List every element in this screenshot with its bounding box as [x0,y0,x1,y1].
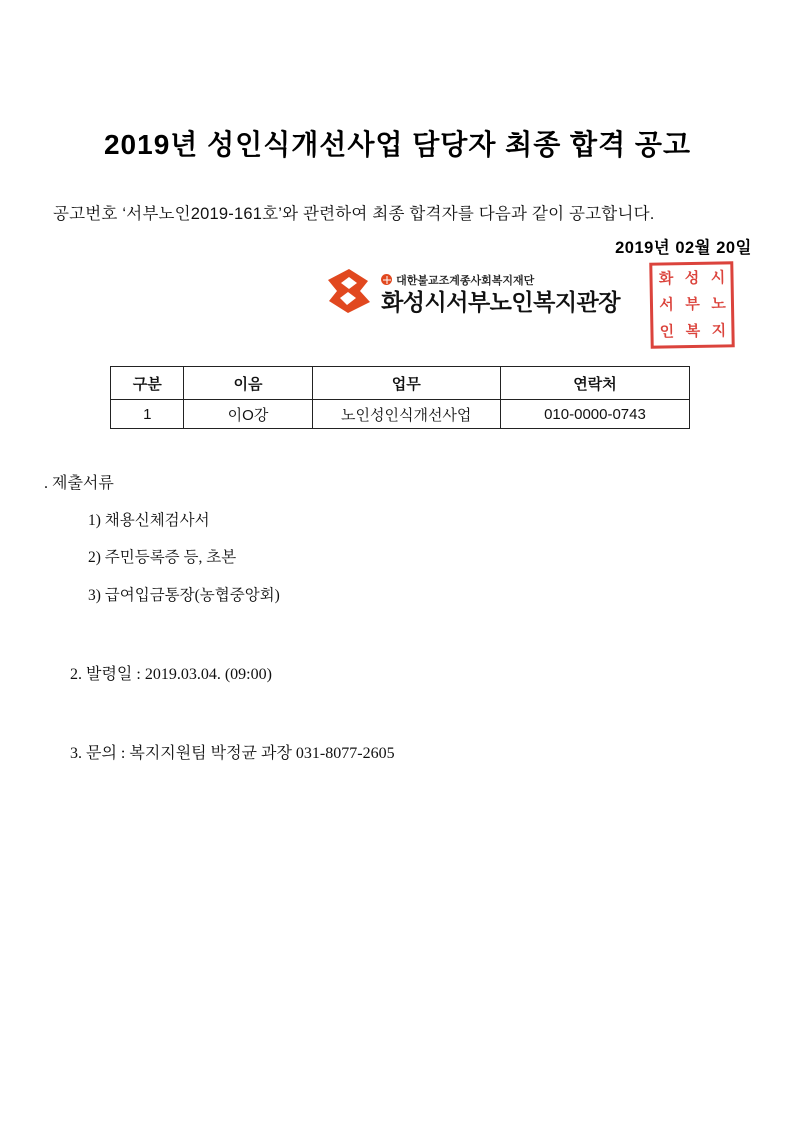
organization-name: 화성시서부노인복지관장 [381,288,620,315]
seal-char-8: 복 [685,323,700,341]
cell-gubun: 1 [111,400,184,429]
foundation-name: 대한불교조계종사회복지재단 [396,274,535,287]
official-seal-stamp [649,261,734,348]
seal-char-3: 시 [710,269,725,287]
organization-logo-icon [327,268,371,314]
seal-char-9: 지 [711,322,726,340]
column-header-contact: 연락처 [500,367,689,400]
cell-name: 이O강 [184,400,312,429]
table-header-row [111,367,690,400]
table-row [111,400,690,429]
issue-date: 2019년 02월 20일 [615,239,752,257]
seal-char-6: 노 [711,295,725,314]
successful-candidate-table [110,366,690,429]
seal-char-4: 서 [659,296,673,315]
dharma-wheel-icon [381,274,392,285]
page-title: 2019년 성인식개선사업 담당자 최종 합격 공고 [103,128,691,160]
column-header-name: 이음 [184,367,312,400]
column-header-task: 업무 [312,367,500,400]
list-item: 3) 급여입금통장(농협중앙회) [88,587,280,604]
list-item: 1) 채용신체검사서 [88,512,210,529]
announcement-intro: 공고번호 ‘서부노인2019-161호’와 관련하여 최종 합격자를 다음과 같이 공고합니다. [53,204,655,223]
cell-contact: 010-0000-0743 [500,400,689,429]
list-item: 2) 주민등록증 등, 초본 [88,549,237,566]
required-documents-heading: . 제출서류 [44,475,114,492]
appointment-date-line: 2. 발령일 : 2019.03.04. (09:00) [70,666,272,683]
foundation-line [381,272,620,288]
column-header-gubun: 구분 [111,367,184,400]
cell-task: 노인성인식개선사업 [312,400,500,429]
seal-char-5: 부 [685,296,699,314]
seal-char-2: 성 [684,269,699,287]
seal-char-7: 인 [659,323,674,341]
seal-char-1: 화 [658,270,673,288]
inquiry-contact-line: 3. 문의 : 복지지원팀 박정균 과장 031-8077-2605 [70,745,395,762]
